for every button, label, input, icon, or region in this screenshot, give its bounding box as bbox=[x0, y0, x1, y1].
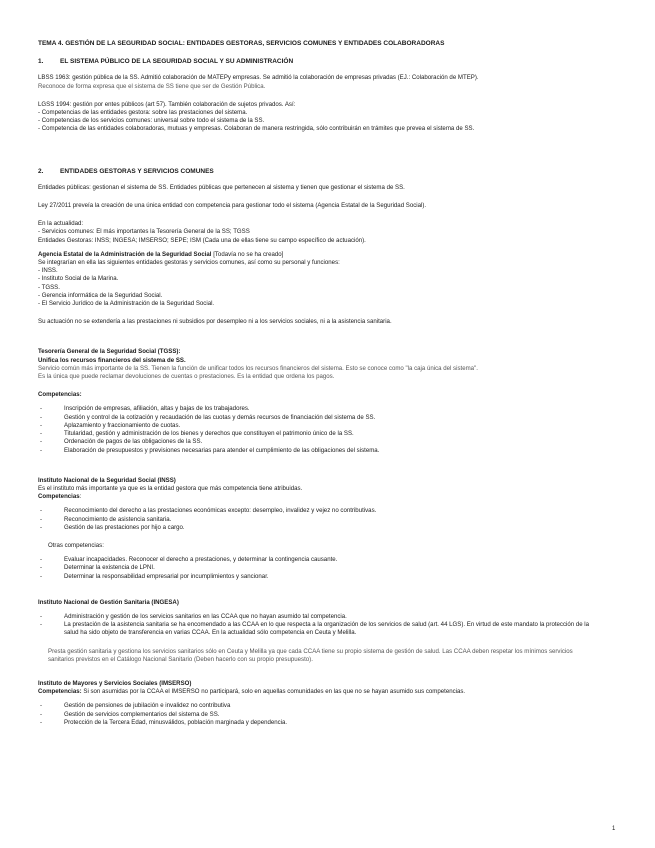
list-item-text: Administración y gestión de los servicios sanitarios en las CCAA que no hayan asumido tal competencia. bbox=[64, 612, 347, 620]
list-item bbox=[38, 414, 598, 422]
tgss-heading: Tesorería General de la Seguridad Social (TGSS): bbox=[38, 348, 181, 356]
list-item-text: Aplazamiento y fraccionamiento de cuotas. bbox=[64, 421, 181, 429]
list-item-text: Determinar la existencia de LPNI. bbox=[64, 564, 155, 572]
dash-bullet: - bbox=[40, 564, 43, 572]
list-item bbox=[38, 702, 598, 710]
list-item-text: Reconocimiento de asistencia sanitaria. bbox=[64, 515, 172, 523]
list-item-text: Gestión de las prestaciones por hijo a cargo. bbox=[64, 523, 185, 531]
ingesa-note: Presta gestión sanitaria y gestiona los servicios sanitarios sólo en Ceuta y Melilla ya que cada CCAA tiene su propio sistema de gestión de salud. Las CCAA deben respetar los mínimos servicios sanitarios previstos en el Catálogo Nacional Sanitario (Deben hacerlo con su propio presupuesto). bbox=[48, 647, 573, 663]
s2-paragraph-2: Ley 27/2011 preveía la creación de una única entidad con competencia para gestionar todo el sistema (Agencia Estatal de la Seguridad Social). bbox=[38, 202, 427, 210]
inss-heading: Instituto Nacional de la Seguridad Social (INSS) bbox=[38, 476, 176, 484]
inss-description: Es el instituto más importante ya que es la entidad gestora que más competencia tiene atribuidas. bbox=[38, 484, 303, 492]
s1-list-item: - Competencia de las entidades colaboradoras, mutuas y empresas. Colaboran de manera restringida, sólo contribuirán en trámites que prevea el sistema de SS. bbox=[38, 125, 475, 133]
section-2-heading bbox=[38, 168, 598, 176]
list-item-text: Elaboración de presupuestos y previsiones necesarias para atender el cumplimiento de las obligaciones del sistema. bbox=[64, 446, 380, 454]
s2-list-item: Entidades Gestoras: INSS; INGESA; IMSERSO; SEPE; ISM (Cada una de ellas tiene su campo específico de actuación). bbox=[38, 236, 366, 244]
dash-bullet: - bbox=[40, 413, 43, 421]
list-item-text: Gestión de servicios complementarios del sistema de SS. bbox=[64, 710, 220, 718]
s1-list-item: - Competencias de los servicios comunes: universal sobre todo el sistema de la SS. bbox=[38, 117, 265, 125]
agencia-list-item: - Instituto Social de la Marina. bbox=[38, 275, 119, 283]
list-item bbox=[38, 524, 598, 532]
agencia-list-item: - INSS. bbox=[38, 267, 58, 275]
inss-competencias-line bbox=[38, 493, 598, 501]
imserso-competencias-text: Si son asumidas por la CCAA el IMSERSO no participará, solo en aquellas comunidades en las que no se hayan asumido sus competencias. bbox=[81, 688, 466, 696]
agencia-heading: Agencia Estatal de la Administración de la Seguridad Social bbox=[38, 250, 212, 258]
dash-bullet: - bbox=[40, 515, 43, 523]
list-item-text: Inscripción de empresas, afiliación, altas y bajas de los trabajadores. bbox=[64, 405, 250, 413]
s2-paragraph-1: Entidades públicas: gestionan el sistema de SS. Entidades públicas que pertenecen al sistema y tienen que gestionar el sistema de SS. bbox=[38, 183, 405, 191]
imserso-competencias-label: Competencias: bbox=[38, 688, 82, 696]
tgss-description-2: Es la única que puede reclamar devoluciones de cuentas o prestaciones. Es la entidad que ordena los pagos. bbox=[38, 373, 335, 381]
agencia-intro: Se integrarían en ella las siguientes entidades gestoras y servicios comunes, así como su personal y funciones: bbox=[38, 259, 340, 267]
list-item bbox=[38, 573, 598, 581]
list-item bbox=[38, 719, 598, 727]
agencia-list-item: - TGSS. bbox=[38, 283, 60, 291]
agencia-note: [Todavía no se ha creado] bbox=[211, 250, 284, 258]
list-item bbox=[38, 405, 598, 413]
s1-paragraph-1a: LBSS 1963: gestión pública de la SS. Admitió colaboración de MATEPy empresas. Se admitió la colaboración de empresas privadas (EJ.: Colaboración de MTEP). bbox=[38, 74, 479, 82]
dash-bullet: - bbox=[40, 556, 43, 564]
list-item bbox=[38, 430, 598, 438]
s2-list-item: - Servicios comunes: El más importantes la Tesorería General de la SS; TGSS bbox=[38, 228, 250, 236]
agencia-heading-line bbox=[38, 251, 598, 259]
imserso-heading: Instituto de Mayores y Servicios Sociales (IMSERSO) bbox=[38, 679, 192, 687]
dash-bullet: - bbox=[40, 710, 43, 718]
ingesa-list bbox=[38, 613, 598, 638]
list-item-text: Evaluar incapacidades. Reconocer el derecho a prestaciones, y determinar la contingencia causante. bbox=[64, 556, 338, 564]
list-item-text: Ordenación de pagos de las obligaciones de la SS. bbox=[64, 438, 203, 446]
dash-bullet: - bbox=[40, 621, 43, 629]
list-item-text: Gestión de pensiones de jubilación e invalidez no contributiva bbox=[64, 702, 231, 710]
s1-list-item: - Competencias de las entidades gestora: sobre las prestaciones del sistema. bbox=[38, 109, 248, 117]
list-item-text: Reconocimiento del derecho a las prestaciones económicas excepto: desempleo, invalidez y vejez no contributivas. bbox=[64, 507, 377, 515]
list-item bbox=[38, 564, 598, 572]
list-item-text: Gestión y control de la cotización y recaudación de las cuotas y demás recursos de financiación del sistema de SS. bbox=[64, 413, 376, 421]
imserso-competencias-line bbox=[38, 688, 598, 696]
imserso-list bbox=[38, 702, 598, 727]
inss-other-competencias-list bbox=[38, 556, 598, 581]
s2-paragraph-3-intro: En la actualidad: bbox=[38, 220, 84, 228]
agencia-list-item: - Gerencia informática de la Seguridad Social. bbox=[38, 291, 163, 299]
dash-bullet: - bbox=[40, 446, 43, 454]
list-item bbox=[38, 507, 598, 515]
list-item bbox=[38, 556, 598, 564]
section-1-heading bbox=[38, 58, 598, 66]
tgss-subheading: Unifica los recursos financieros del sistema de SS. bbox=[38, 356, 186, 364]
list-item bbox=[38, 613, 598, 621]
dash-bullet: - bbox=[40, 523, 43, 531]
dash-bullet: - bbox=[40, 612, 43, 620]
ingesa-heading: Instituto Nacional de Gestión Sanitaria (INGESA) bbox=[38, 598, 179, 606]
section-1-title: EL SISTEMA PÚBLICO DE LA SEGURIDAD SOCIAL Y SU ADMINISTRACIÓN bbox=[60, 58, 294, 66]
inss-competencias-colon: : bbox=[79, 493, 82, 501]
list-item-text: La prestación de la asistencia sanitaria se ha encomendado a las CCAA en lo que respecta a la organización de los servicios de salud (art. 44 LGS). En virtud de este mandato la protección de la salud ha sido objeto de transferencia en varias CCAA. En la actualidad sólo competencia en Ceuta y Melilla. bbox=[64, 621, 590, 637]
dash-bullet: - bbox=[40, 572, 43, 580]
dash-bullet: - bbox=[40, 421, 43, 429]
inss-competencias-label: Competencias bbox=[38, 493, 80, 501]
section-2-number: 2. bbox=[38, 167, 44, 175]
tgss-competencias-list bbox=[38, 405, 598, 454]
tgss-description-1: Servicio común más importante de la SS. Tienen la función de unificar todos los recursos financieros del sistema. Esto se conoce como "la caja única del sistema". bbox=[38, 364, 478, 372]
list-item-text: Titularidad, gestión y administración de los bienes y derechos que constituyen el patrimonio único de la SS. bbox=[64, 430, 354, 438]
section-2-title: ENTIDADES GESTORAS Y SERVICIOS COMUNES bbox=[60, 167, 214, 175]
list-item bbox=[38, 438, 598, 446]
document-body bbox=[38, 40, 598, 727]
list-item bbox=[38, 711, 598, 719]
dash-bullet: - bbox=[40, 718, 43, 726]
list-item bbox=[38, 422, 598, 430]
list-item-text: Determinar la responsabilidad empresarial por incumplimientos y sancionar. bbox=[64, 572, 269, 580]
dash-bullet: - bbox=[40, 405, 43, 413]
dash-bullet: - bbox=[40, 430, 43, 438]
page-number: 1 bbox=[612, 826, 616, 832]
agencia-footer: Su actuación no se extendería a las prestaciones ni subsidios por desempleo ni a los servicios sociales, ni a la asistencia sanitaria. bbox=[38, 318, 392, 326]
list-item bbox=[38, 621, 598, 637]
inss-other-competencias-label: Otras competencias: bbox=[48, 541, 104, 549]
inss-competencias-list bbox=[38, 507, 598, 532]
section-1-number: 1. bbox=[38, 58, 44, 66]
list-item bbox=[38, 516, 598, 524]
dash-bullet: - bbox=[40, 438, 43, 446]
s1-paragraph-2: LGSS 1994: gestión por entes públicos (art 57). También colaboración de sujetos privados. Así: bbox=[38, 100, 296, 108]
agencia-list-item: - El Servicio Jurídico de la Administración de la Seguridad Social. bbox=[38, 300, 215, 308]
document-title: TEMA 4. GESTIÓN DE LA SEGURIDAD SOCIAL: ENTIDADES GESTORAS, SERVICIOS COMUNES Y ENTIDADES COLABORADORAS bbox=[38, 40, 445, 47]
tgss-competencias-label: Competencias: bbox=[38, 391, 82, 399]
dash-bullet: - bbox=[40, 507, 43, 515]
list-item bbox=[38, 447, 598, 455]
list-item-text: Protección de la Tercera Edad, minusválidos, población marginada y dependencia. bbox=[64, 718, 288, 726]
dash-bullet: - bbox=[40, 702, 43, 710]
s1-paragraph-1b: Reconoce de forma expresa que el sistema de SS tiene que ser de Gestión Pública. bbox=[38, 82, 266, 90]
